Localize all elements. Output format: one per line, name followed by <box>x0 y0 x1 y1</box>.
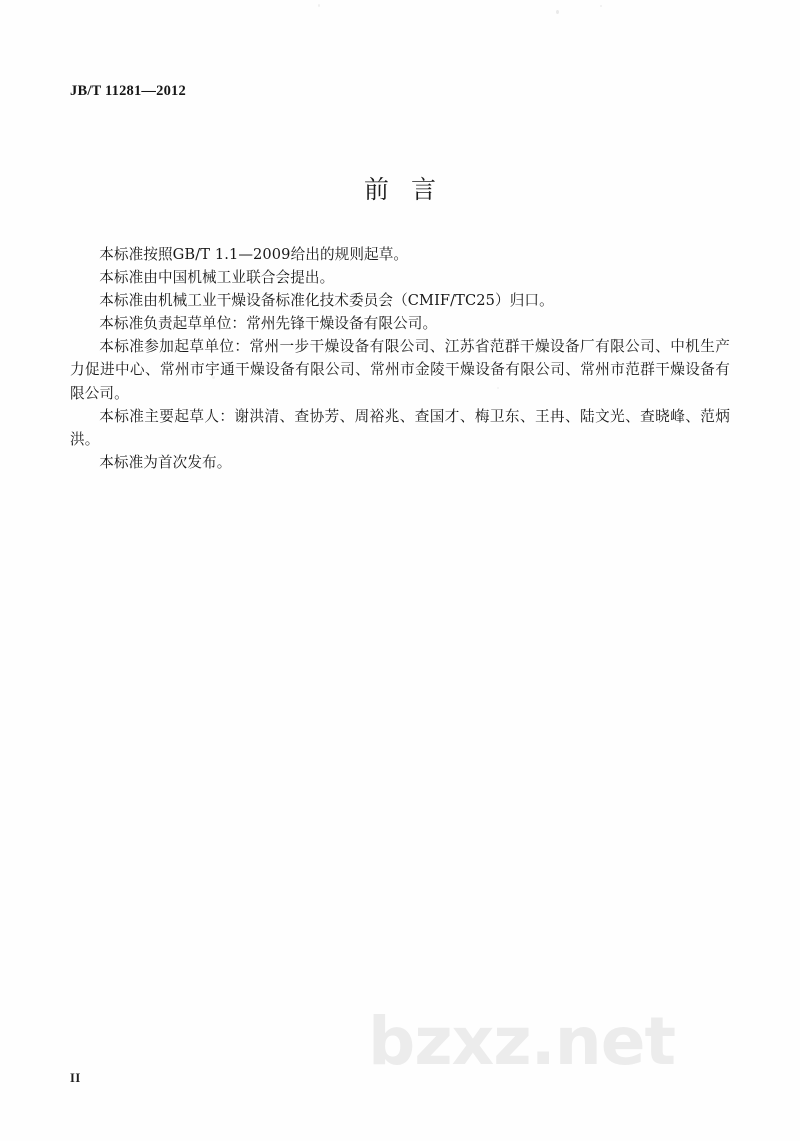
scan-artifact <box>318 4 320 7</box>
scan-artifact <box>556 10 559 14</box>
foreword-paragraph: 本标准主要起草人：谢洪清、查协芳、周裕兆、查国才、梅卫东、王冉、陆文光、查晓峰、范炳洪。 <box>70 407 730 448</box>
foreword-paragraph: 本标准为首次发布。 <box>99 453 232 471</box>
foreword-paragraph: 本标准按照GB/T 1.1—2009给出的规则起草。 <box>99 246 409 263</box>
page-number: II <box>70 1071 81 1085</box>
running-header-standard-code: JB/T 11281—2012 <box>70 83 186 99</box>
foreword-paragraph: 本标准负责起草单位：常州先锋干燥设备有限公司。 <box>99 315 438 333</box>
foreword-paragraph: 本标准由机械工业干燥设备标准化技术委员会（CMIF/TC25）归口。 <box>99 292 554 310</box>
foreword-paragraph: 本标准由中国机械工业联合会提出。 <box>99 269 335 287</box>
page-title: 前言 <box>363 175 458 204</box>
foreword-paragraph: 本标准参加起草单位：常州一步干燥设备有限公司、江苏省范群干燥设备厂有限公司、中机生产力促进中心、常州市宇通干燥设备有限公司、常州市金陵干燥设备有限公司、常州市范群干燥设备有限公司。 <box>70 338 730 402</box>
foreword-body <box>70 243 730 474</box>
scan-artifact <box>600 5 602 7</box>
site-watermark: bzxz.net <box>368 1003 676 1080</box>
